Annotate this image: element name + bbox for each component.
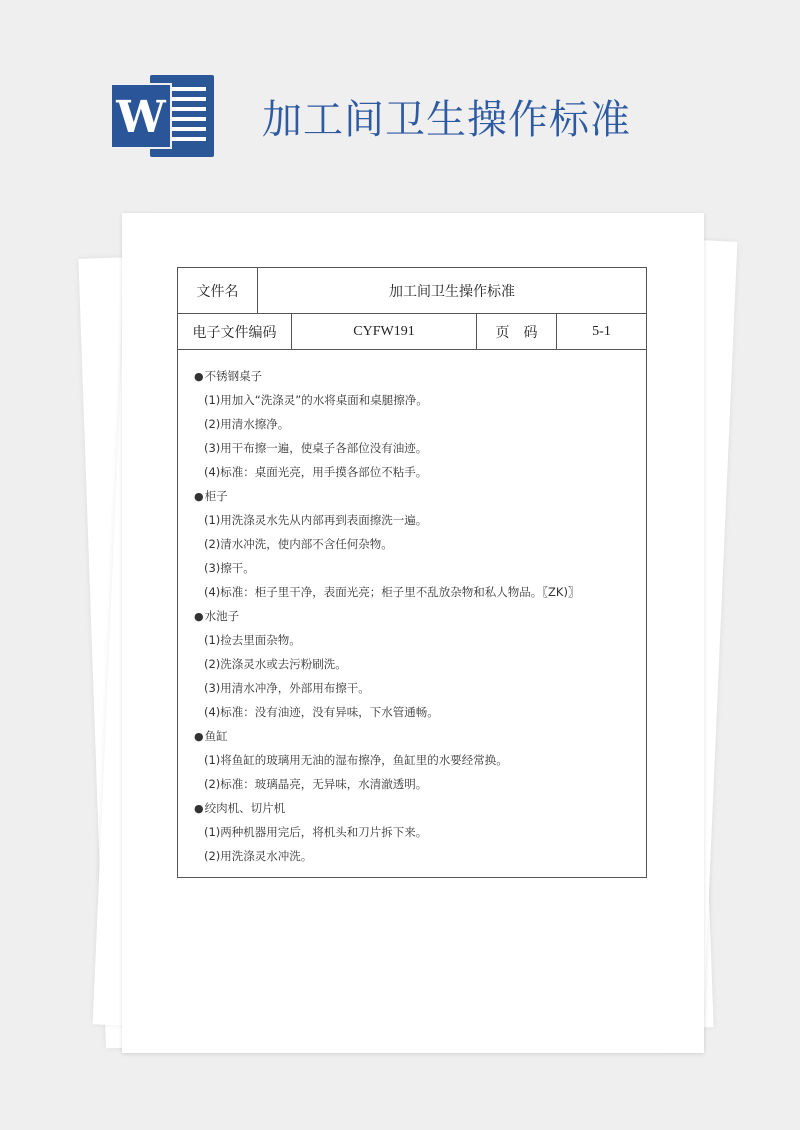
item-text: (2)用洗涤灵水冲洗。 (204, 849, 313, 863)
content-item (194, 772, 646, 796)
item-text: (1)将鱼缸的玻璃用无油的湿布擦净，鱼缸里的水要经常换。 (204, 753, 508, 767)
content-item (194, 844, 646, 868)
bullet-icon: ● (194, 490, 204, 503)
item-text: (1)用洗涤灵水先从内部再到表面擦洗一遍。 (204, 513, 428, 527)
content-item (194, 388, 646, 412)
item-text: (3)用清水冲净，外部用布擦干。 (204, 681, 370, 695)
item-text: (4)标准：桌面光亮，用手摸各部位不粘手。 (204, 465, 428, 479)
content-item (194, 628, 646, 652)
bullet-icon: ● (194, 802, 204, 815)
content-item (194, 532, 646, 556)
section-heading (194, 724, 646, 748)
item-text: (1)捡去里面杂物。 (204, 633, 301, 647)
file-name-label: 文件名 (178, 268, 258, 314)
content-item (194, 748, 646, 772)
item-text: (4)标准：柜子里干净，表面光亮；柜子里不乱放杂物和私人物品。〖ZK)〗 (204, 585, 580, 599)
content-item (194, 820, 646, 844)
item-text: (1)用加入“洗涤灵”的水将桌面和桌腿擦净。 (204, 393, 428, 407)
content-item (194, 412, 646, 436)
word-letter-badge: W (110, 83, 172, 149)
file-name-value: 加工间卫生操作标准 (258, 268, 647, 314)
heading-text: 鱼缸 (204, 729, 228, 743)
section-heading (194, 484, 646, 508)
content-list (194, 364, 646, 868)
content-item (194, 700, 646, 724)
item-text: (1)两种机器用完后，将机头和刀片拆下来。 (204, 825, 428, 839)
bullet-icon: ● (194, 730, 204, 743)
heading-text: 水池子 (204, 609, 240, 623)
word-app-icon (110, 75, 214, 157)
heading-text: 不锈钢桌子 (204, 369, 263, 383)
item-text: (2)清水冲洗，使内部不含任何杂物。 (204, 537, 393, 551)
item-text: (2)洗涤灵水或去污粉刷洗。 (204, 657, 347, 671)
item-text: (2)用清水擦净。 (204, 417, 290, 431)
item-text: (2)标准：玻璃晶亮，无异味，水清澈透明。 (204, 777, 428, 791)
section-heading (194, 604, 646, 628)
section-heading (194, 364, 646, 388)
heading-text: 绞肉机、切片机 (204, 801, 286, 815)
content-item (194, 436, 646, 460)
heading-text: 柜子 (204, 489, 228, 503)
item-text: (3)擦干。 (204, 561, 255, 575)
section-heading (194, 796, 646, 820)
code-label: 电子文件编码 (178, 314, 292, 350)
code-value: CYFW191 (292, 314, 477, 350)
page-label: 页 码 (477, 314, 557, 350)
content-item (194, 676, 646, 700)
item-text: (3)用干布擦一遍，使桌子各部位没有油迹。 (204, 441, 428, 455)
content-item (194, 580, 646, 604)
bullet-icon: ● (194, 610, 204, 623)
content-item (194, 460, 646, 484)
bullet-icon: ● (194, 370, 204, 383)
item-text: (4)标准：没有油迹，没有异味，下水管通畅。 (204, 705, 439, 719)
page-value: 5-1 (557, 314, 647, 350)
content-body (178, 350, 647, 878)
content-item (194, 556, 646, 580)
content-item (194, 508, 646, 532)
page-title: 加工间卫生操作标准 (262, 97, 631, 143)
content-item (194, 652, 646, 676)
document-table (177, 267, 647, 878)
